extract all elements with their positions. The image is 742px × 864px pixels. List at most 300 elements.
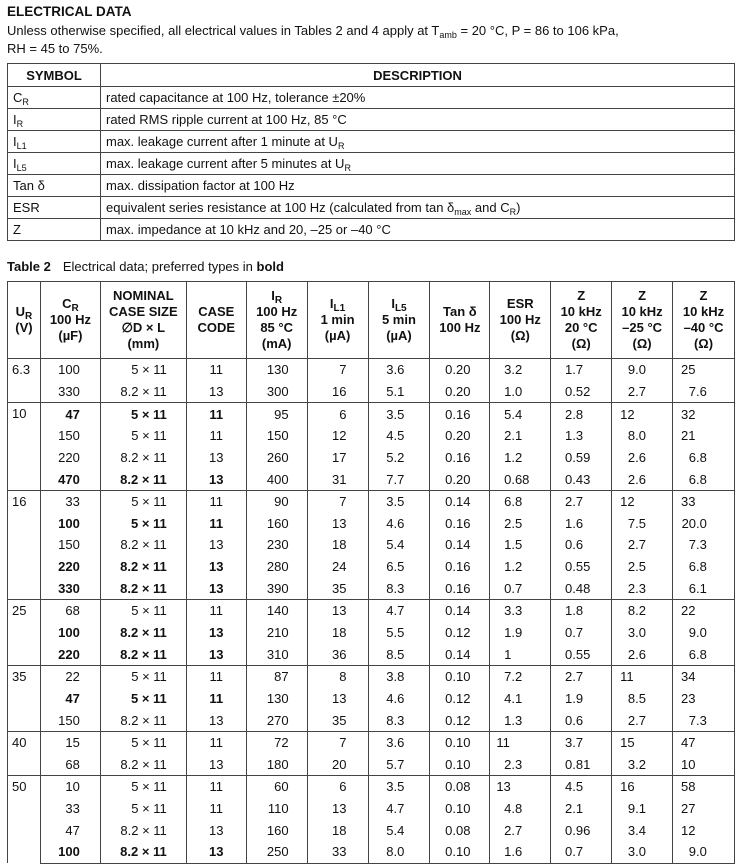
- value-cell: 15: [612, 731, 673, 753]
- value-cell: 5.4: [490, 403, 551, 425]
- ripple-current-cell: 140: [246, 600, 307, 622]
- column-header-z-minus25c: Z 10 kHz –25 °C (Ω): [612, 282, 673, 359]
- table-row: [8, 403, 735, 425]
- table-row: [8, 622, 735, 644]
- value-cell: 2.1: [490, 425, 551, 447]
- case-size-cell: 8.2 × 11: [100, 468, 186, 490]
- table-row: [8, 556, 735, 578]
- capacitance-cell: 100: [40, 622, 100, 644]
- case-size-cell: 5 × 11: [100, 798, 186, 820]
- capacitance-cell: 15: [40, 731, 100, 753]
- value-cell: 0.20: [430, 381, 490, 403]
- leakage-1min-cell: 6: [307, 776, 368, 798]
- value-cell: 5.2: [368, 447, 430, 469]
- leakage-1min-cell: 13: [307, 512, 368, 534]
- value-cell: 4.6: [368, 688, 430, 710]
- value-cell: 1.5: [490, 534, 551, 556]
- subscript: R: [16, 119, 24, 129]
- value-cell: 0.10: [430, 841, 490, 863]
- value-cell: 0.16: [430, 403, 490, 425]
- value-cell: 6.8: [490, 490, 551, 512]
- value-cell: 7.6: [673, 381, 735, 403]
- symbol-cell: Tan δ: [8, 175, 101, 197]
- capacitance-cell: 330: [40, 381, 100, 403]
- value-cell: 8.2: [612, 600, 673, 622]
- symbol-cell: Z: [8, 219, 101, 241]
- value-cell: 32: [673, 403, 735, 425]
- case-code-cell: 13: [186, 819, 246, 841]
- ripple-current-cell: 210: [246, 622, 307, 644]
- case-size-cell: 8.2 × 11: [100, 819, 186, 841]
- subscript: L5: [16, 163, 27, 173]
- value-cell: 33: [673, 490, 735, 512]
- table-row: [8, 688, 735, 710]
- value-cell: 0.16: [430, 577, 490, 599]
- ripple-current-cell: 310: [246, 643, 307, 665]
- case-size-cell: 8.2 × 11: [100, 709, 186, 731]
- leakage-1min-cell: 13: [307, 600, 368, 622]
- capacitance-cell: 150: [40, 709, 100, 731]
- value-cell: 9.1: [612, 798, 673, 820]
- case-size-cell: 5 × 11: [100, 731, 186, 753]
- case-size-cell: 8.2 × 11: [100, 622, 186, 644]
- case-code-cell: 11: [186, 490, 246, 512]
- value-cell: 1.3: [551, 425, 612, 447]
- value-cell: 47: [673, 731, 735, 753]
- leakage-1min-cell: 8: [307, 665, 368, 687]
- column-header-z-20c: Z 10 kHz 20 °C (Ω): [551, 282, 612, 359]
- value-cell: 5.1: [368, 381, 430, 403]
- case-code-cell: 13: [186, 534, 246, 556]
- subscript: L5: [394, 303, 407, 314]
- column-header-il5: $I_{L5}$ 5 min (µA): [368, 282, 430, 359]
- subscript: R: [274, 295, 283, 306]
- value-cell: 4.7: [368, 600, 430, 622]
- leakage-1min-cell: 35: [307, 709, 368, 731]
- symbol-row: [8, 131, 735, 153]
- value-cell: 13: [490, 776, 551, 798]
- table-row: [8, 512, 735, 534]
- value-cell: 2.3: [612, 577, 673, 599]
- value-cell: 0.7: [551, 841, 612, 863]
- value-cell: 6.1: [673, 577, 735, 599]
- case-code-cell: 13: [186, 577, 246, 599]
- value-cell: 12: [612, 403, 673, 425]
- capacitance-cell: 100: [40, 841, 100, 863]
- description-cell: rated RMS ripple current at 100 Hz, 85 °C: [101, 109, 735, 131]
- value-cell: 3.5: [368, 403, 430, 425]
- value-cell: 6.8: [673, 643, 735, 665]
- ripple-current-cell: 250: [246, 841, 307, 863]
- case-code-cell: 11: [186, 776, 246, 798]
- case-code-cell: 13: [186, 622, 246, 644]
- value-cell: 0.10: [430, 731, 490, 753]
- column-header-ir: $I_R$ 100 Hz 85 °C (mA): [246, 282, 307, 359]
- voltage-cell: 35: [8, 665, 41, 731]
- value-cell: 12: [612, 490, 673, 512]
- description-cell: max. impedance at 10 kHz and 20, –25 or –40 °C: [101, 219, 735, 241]
- column-header-cr: $C_R$ 100 Hz (µF): [40, 282, 100, 359]
- voltage-cell: 16: [8, 490, 41, 599]
- value-cell: 0.48: [551, 577, 612, 599]
- column-header-case-code: CASE CODE: [186, 282, 246, 359]
- subscript: R: [337, 141, 345, 151]
- leakage-1min-cell: 18: [307, 622, 368, 644]
- value-cell: 8.3: [368, 577, 430, 599]
- leakage-1min-cell: 7: [307, 359, 368, 381]
- value-cell: 3.4: [612, 819, 673, 841]
- value-cell: 25: [673, 359, 735, 381]
- description-cell: max. dissipation factor at 100 Hz: [101, 175, 735, 197]
- subscript: R: [22, 97, 29, 107]
- value-cell: 2.5: [612, 556, 673, 578]
- value-cell: 6.8: [673, 556, 735, 578]
- value-cell: 5.4: [368, 534, 430, 556]
- value-cell: 1.3: [490, 709, 551, 731]
- symbol-row: [8, 109, 735, 131]
- column-header-tan-delta: Tan δ 100 Hz: [430, 282, 490, 359]
- value-cell: 0.43: [551, 468, 612, 490]
- value-cell: 2.5: [490, 512, 551, 534]
- description-cell: rated capacitance at 100 Hz, tolerance ±20%: [101, 87, 735, 109]
- value-cell: 3.5: [368, 776, 430, 798]
- value-cell: 4.8: [490, 798, 551, 820]
- leakage-1min-cell: 12: [307, 425, 368, 447]
- value-cell: 2.7: [612, 534, 673, 556]
- value-cell: 11: [612, 665, 673, 687]
- table-row: [8, 754, 735, 776]
- value-cell: 16: [612, 776, 673, 798]
- table-row: [8, 665, 735, 687]
- description-cell: max. leakage current after 1 minute at $U_R$: [101, 131, 735, 153]
- value-cell: 4.6: [368, 512, 430, 534]
- value-cell: 34: [673, 665, 735, 687]
- value-cell: 0.16: [430, 556, 490, 578]
- capacitance-cell: 220: [40, 643, 100, 665]
- case-size-cell: 5 × 11: [100, 490, 186, 512]
- value-cell: 0.14: [430, 490, 490, 512]
- case-size-cell: 5 × 11: [100, 425, 186, 447]
- ripple-current-cell: 180: [246, 754, 307, 776]
- subscript: L1: [16, 141, 27, 151]
- case-size-cell: 8.2 × 11: [100, 447, 186, 469]
- value-cell: 7.3: [673, 709, 735, 731]
- value-cell: 9.0: [612, 359, 673, 381]
- capacitance-cell: 22: [40, 665, 100, 687]
- subscript: R: [25, 311, 33, 322]
- leakage-1min-cell: 20: [307, 754, 368, 776]
- case-size-cell: 5 × 11: [100, 665, 186, 687]
- capacitance-cell: 47: [40, 688, 100, 710]
- leakage-1min-cell: 24: [307, 556, 368, 578]
- case-size-cell: 8.2 × 11: [100, 841, 186, 863]
- value-cell: 0.14: [430, 643, 490, 665]
- symbol-header: SYMBOL: [8, 64, 101, 87]
- subscript: R: [509, 207, 517, 217]
- value-cell: 0.16: [430, 512, 490, 534]
- table-row: [8, 600, 735, 622]
- leakage-1min-cell: 7: [307, 731, 368, 753]
- value-cell: 3.0: [612, 841, 673, 863]
- value-cell: 0.20: [430, 425, 490, 447]
- electrical-data-table: [7, 281, 735, 864]
- case-code-cell: 13: [186, 468, 246, 490]
- value-cell: 20.0: [673, 512, 735, 534]
- case-code-cell: 13: [186, 381, 246, 403]
- value-cell: 0.59: [551, 447, 612, 469]
- case-size-cell: 5 × 11: [100, 359, 186, 381]
- case-code-cell: 11: [186, 798, 246, 820]
- case-code-cell: 11: [186, 403, 246, 425]
- case-code-cell: 11: [186, 425, 246, 447]
- value-cell: 0.12: [430, 688, 490, 710]
- case-code-cell: 13: [186, 447, 246, 469]
- ripple-current-cell: 260: [246, 447, 307, 469]
- case-size-cell: 5 × 11: [100, 688, 186, 710]
- value-cell: 0.52: [551, 381, 612, 403]
- capacitance-cell: 150: [40, 534, 100, 556]
- value-cell: 1.6: [490, 841, 551, 863]
- capacitance-cell: 33: [40, 490, 100, 512]
- description-cell: equivalent series resistance at 100 Hz (calculated from $\tan \delta_{max}$ and $C_R$): [101, 197, 735, 219]
- ripple-current-cell: 110: [246, 798, 307, 820]
- capacitance-cell: 68: [40, 600, 100, 622]
- value-cell: 0.10: [430, 754, 490, 776]
- ripple-current-cell: 230: [246, 534, 307, 556]
- ripple-current-cell: 280: [246, 556, 307, 578]
- value-cell: 0.20: [430, 359, 490, 381]
- value-cell: 1.0: [490, 381, 551, 403]
- column-header-z-minus40c: Z 10 kHz –40 °C (Ω): [673, 282, 735, 359]
- symbol-table: [7, 63, 735, 241]
- table-row: [8, 359, 735, 381]
- value-cell: 3.6: [368, 359, 430, 381]
- value-cell: 9.0: [673, 841, 735, 863]
- value-cell: 10: [673, 754, 735, 776]
- leakage-1min-cell: 13: [307, 688, 368, 710]
- case-code-cell: 11: [186, 359, 246, 381]
- description-header: DESCRIPTION: [101, 64, 735, 87]
- symbol-row: [8, 175, 735, 197]
- ripple-current-cell: 270: [246, 709, 307, 731]
- value-cell: 5.4: [368, 819, 430, 841]
- capacitance-cell: 100: [40, 512, 100, 534]
- value-cell: 1.9: [490, 622, 551, 644]
- value-cell: 27: [673, 798, 735, 820]
- value-cell: 0.55: [551, 556, 612, 578]
- value-cell: 11: [490, 731, 551, 753]
- value-cell: 21: [673, 425, 735, 447]
- value-cell: 5.5: [368, 622, 430, 644]
- section-title: ELECTRICAL DATA: [7, 4, 132, 19]
- value-cell: 2.7: [612, 381, 673, 403]
- ripple-current-cell: 400: [246, 468, 307, 490]
- value-cell: 9.0: [673, 622, 735, 644]
- leakage-1min-cell: 16: [307, 381, 368, 403]
- case-size-cell: 8.2 × 11: [100, 534, 186, 556]
- ripple-current-cell: 87: [246, 665, 307, 687]
- capacitance-cell: 100: [40, 359, 100, 381]
- subscript: R: [344, 163, 351, 173]
- symbol-row: [8, 219, 735, 241]
- table-row: [8, 643, 735, 665]
- value-cell: 1: [490, 643, 551, 665]
- value-cell: 5.7: [368, 754, 430, 776]
- value-cell: 0.16: [430, 447, 490, 469]
- case-size-cell: 8.2 × 11: [100, 754, 186, 776]
- table-row: [8, 577, 735, 599]
- value-cell: 2.7: [551, 490, 612, 512]
- column-header-il1: $I_{L1}$ 1 min (µA): [307, 282, 368, 359]
- capacitance-cell: 10: [40, 776, 100, 798]
- table-row: [8, 731, 735, 753]
- table-row: [8, 798, 735, 820]
- value-cell: 0.12: [430, 622, 490, 644]
- table-row: [8, 381, 735, 403]
- ripple-current-cell: 130: [246, 688, 307, 710]
- symbol-cell: $I_{L1}$: [8, 131, 101, 153]
- symbol-row: [8, 153, 735, 175]
- table-row: [8, 447, 735, 469]
- table-row: [8, 490, 735, 512]
- voltage-cell: 6.3: [8, 359, 41, 403]
- case-code-cell: 13: [186, 754, 246, 776]
- value-cell: 3.5: [368, 490, 430, 512]
- ripple-current-cell: 300: [246, 381, 307, 403]
- case-code-cell: 13: [186, 556, 246, 578]
- capacitance-cell: 47: [40, 819, 100, 841]
- symbol-cell: $C_R$: [8, 87, 101, 109]
- value-cell: 3.3: [490, 600, 551, 622]
- capacitance-cell: 220: [40, 447, 100, 469]
- case-code-cell: 11: [186, 688, 246, 710]
- leakage-1min-cell: 17: [307, 447, 368, 469]
- value-cell: 1.8: [551, 600, 612, 622]
- voltage-cell: 40: [8, 731, 41, 775]
- table2-caption: Table 2 Electrical data; preferred types in bold: [7, 259, 284, 274]
- value-cell: 2.7: [490, 819, 551, 841]
- capacitance-cell: 330: [40, 577, 100, 599]
- table-row: [8, 468, 735, 490]
- column-header-case-size: NOMINAL CASE SIZE ∅D × L (mm): [100, 282, 186, 359]
- value-cell: 0.12: [430, 709, 490, 731]
- intro-text: Unless otherwise specified, all electrical values in Tables 2 and 4 apply at $T_{amb} = 20$ °C, P = 86 to 106 kPa, RH = 45 to 75%.: [7, 23, 619, 56]
- leakage-1min-cell: 7: [307, 490, 368, 512]
- ripple-current-cell: 160: [246, 512, 307, 534]
- voltage-cell: 10: [8, 403, 41, 491]
- value-cell: 6.5: [368, 556, 430, 578]
- case-code-cell: 11: [186, 512, 246, 534]
- value-cell: 6.8: [673, 468, 735, 490]
- value-cell: 4.7: [368, 798, 430, 820]
- symbol-row: [8, 87, 735, 109]
- case-size-cell: 5 × 11: [100, 512, 186, 534]
- value-cell: 2.8: [551, 403, 612, 425]
- leakage-1min-cell: 18: [307, 819, 368, 841]
- value-cell: 3.6: [368, 731, 430, 753]
- value-cell: 3.2: [612, 754, 673, 776]
- case-code-cell: 11: [186, 600, 246, 622]
- value-cell: 0.20: [430, 468, 490, 490]
- value-cell: 0.08: [430, 819, 490, 841]
- voltage-cell: 25: [8, 600, 41, 666]
- value-cell: 0.55: [551, 643, 612, 665]
- capacitance-cell: 150: [40, 425, 100, 447]
- value-cell: 0.81: [551, 754, 612, 776]
- case-code-cell: 13: [186, 643, 246, 665]
- value-cell: 2.7: [551, 665, 612, 687]
- case-size-cell: 5 × 11: [100, 600, 186, 622]
- capacitance-cell: 68: [40, 754, 100, 776]
- value-cell: 2.6: [612, 447, 673, 469]
- table-row: [8, 819, 735, 841]
- value-cell: 2.6: [612, 468, 673, 490]
- value-cell: 4.5: [368, 425, 430, 447]
- value-cell: 2.3: [490, 754, 551, 776]
- value-cell: 0.68: [490, 468, 551, 490]
- capacitance-cell: 33: [40, 798, 100, 820]
- symbol-row: [8, 197, 735, 219]
- value-cell: 3.0: [612, 622, 673, 644]
- value-cell: 0.96: [551, 819, 612, 841]
- case-size-cell: 8.2 × 11: [100, 643, 186, 665]
- value-cell: 3.2: [490, 359, 551, 381]
- value-cell: 1.2: [490, 556, 551, 578]
- value-cell: 1.6: [551, 512, 612, 534]
- symbol-cell: ESR: [8, 197, 101, 219]
- case-code-cell: 13: [186, 841, 246, 863]
- value-cell: 2.1: [551, 798, 612, 820]
- value-cell: 1.2: [490, 447, 551, 469]
- case-code-cell: 13: [186, 709, 246, 731]
- case-size-cell: 8.2 × 11: [100, 577, 186, 599]
- value-cell: 8.3: [368, 709, 430, 731]
- table-row: [8, 776, 735, 798]
- ripple-current-cell: 390: [246, 577, 307, 599]
- symbol-cell: $I_R$: [8, 109, 101, 131]
- value-cell: 6.8: [673, 447, 735, 469]
- value-cell: 7.7: [368, 468, 430, 490]
- value-cell: 7.2: [490, 665, 551, 687]
- value-cell: 7.5: [612, 512, 673, 534]
- table-row: [8, 709, 735, 731]
- leakage-1min-cell: 18: [307, 534, 368, 556]
- table-row: [8, 534, 735, 556]
- value-cell: 58: [673, 776, 735, 798]
- value-cell: 0.6: [551, 534, 612, 556]
- leakage-1min-cell: 31: [307, 468, 368, 490]
- ripple-current-cell: 160: [246, 819, 307, 841]
- value-cell: 8.5: [368, 643, 430, 665]
- value-cell: 0.6: [551, 709, 612, 731]
- value-cell: 7.3: [673, 534, 735, 556]
- ripple-current-cell: 90: [246, 490, 307, 512]
- voltage-cell: 50: [8, 776, 41, 864]
- case-size-cell: 8.2 × 11: [100, 381, 186, 403]
- leakage-1min-cell: 36: [307, 643, 368, 665]
- value-cell: 0.7: [490, 577, 551, 599]
- ripple-current-cell: 95: [246, 403, 307, 425]
- value-cell: 22: [673, 600, 735, 622]
- case-size-cell: 8.2 × 11: [100, 556, 186, 578]
- capacitance-cell: 47: [40, 403, 100, 425]
- value-cell: 0.10: [430, 665, 490, 687]
- value-cell: 2.7: [612, 709, 673, 731]
- value-cell: 0.10: [430, 798, 490, 820]
- subscript: L1: [333, 303, 346, 314]
- subscript: R: [71, 303, 79, 314]
- table-row: [8, 841, 735, 863]
